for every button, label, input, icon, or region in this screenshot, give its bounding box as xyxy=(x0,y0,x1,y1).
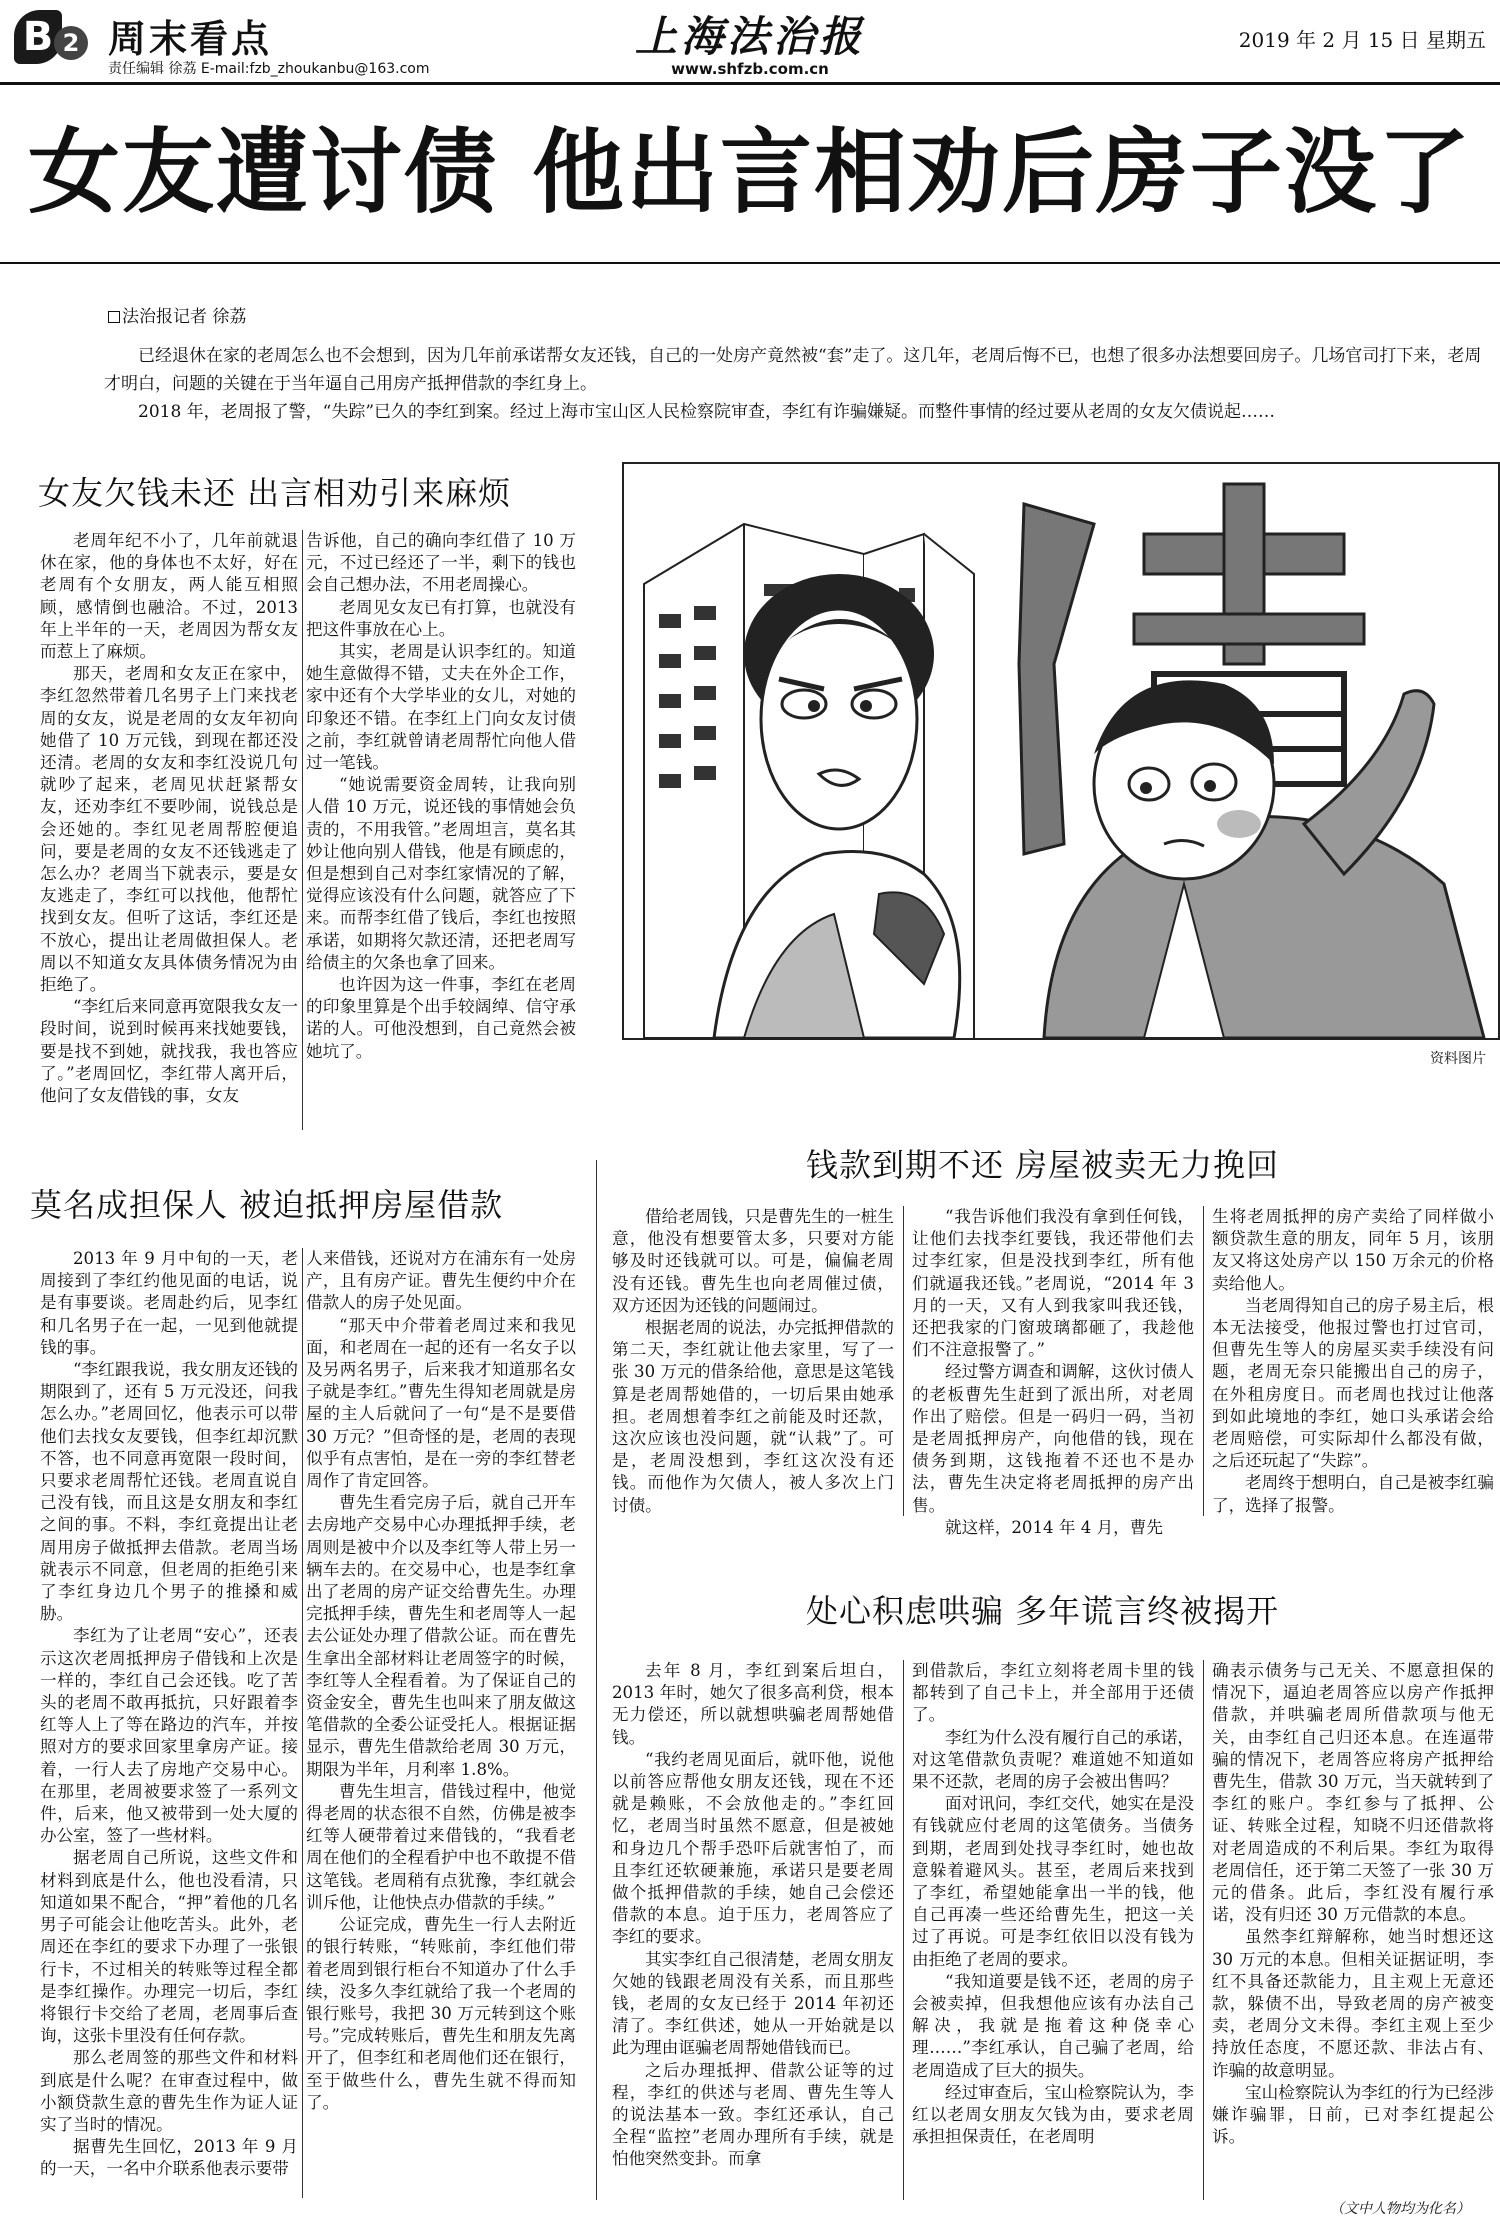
column-rule xyxy=(596,1160,597,2200)
paragraph: 确表示债务与己无关、不愿意担保的情况下，逼迫老周答应以房产作抵押借款，并哄骗老周所借款项与他无关，由李红自己归还本息。在连逼带骗的情况下，老周答应将房产抵押给曹先生，借款 30 万元，当天就转到了李红的账户。李红参与了抵押、公证、转账全过程，知晓不归还借款将对老周造成的不利后果。李红为取得老周信任，还于第二天签了一张 30 万元的借条。此后，李红没有履行承诺，没有归还 30 万元借款的本息。 xyxy=(1212,1661,1494,1925)
paragraph: 那天，老周和女友正在家中，李红忽然带着几名男子上门来找老周的女友，说是老周的女友年初向她借了 10 万元钱，到现在都还没还清。老周的女友和李红没说几句就吵了起来，老周见状赶紧帮女友，还劝李红不要吵闹，说钱总是会还她的。李红见老周帮腔便追问，要是老周的女友不还钱逃走了怎么办？老周当下就表示，要是女友逃走了，李红可以找他，他帮忙找到女友。但听了这话，李红还是不放心，提出让老周做担保人。老周以不知道女友具体债务情况为由拒绝了。 xyxy=(40,664,298,995)
section-3-column-2 xyxy=(912,1206,1194,1537)
paragraph: 其实，老周是认识李红的。知道她生意做得不错，丈夫在外企工作，家中还有个大学毕业的女儿，对她的印象还不错。在李红上门向女友讨债之前，李红就曾请老周帮忙向他人借过一笔钱。 xyxy=(306,642,576,773)
column-rule xyxy=(302,1248,303,2198)
lead-paragraph: 2018 年，老周报了警，“失踪”已久的李红到案。经过上海市宝山区人民检察院审查，李红有诈骗嫌疑。而整件事情的经过要从老周的女友欠债说起…… xyxy=(138,402,1276,422)
paragraph: 之后办理抵押、借款公证等的过程，李红的供述与老周、曹先生等人的说法基本一致。李红还承认，自己全程“监控”老周办理所有手续，就是怕他突然变卦。而拿 xyxy=(612,2060,894,2169)
section-4-title: 处心积虑哄骗 多年谎言终被揭开 xyxy=(806,1592,1280,1630)
paragraph: 据曹先生回忆，2013 年 9 月的一天，一名中介联系他表示要带 xyxy=(40,2137,298,2179)
paragraph: 据老周自己所说，这些文件和材料到底是什么，他也没看清，只知道如果不配合，“押”着他的几名男子可能会让他吃苦头。此外，老周还在李红的要求下办理了一张银行卡，不过相关的转账等过程全都是李红操作。办理完一切后，李红将银行卡交给了老周，老周事后查询，这张卡里没有任何存款。 xyxy=(40,1848,298,2046)
section-3-title: 钱款到期不还 房屋被卖无力挽回 xyxy=(806,1146,1280,1184)
paragraph: 曹先生坦言，借钱过程中，他觉得老周的状态很不自然，仿佛是被李红等人硬带着过来借钱的，“我看老周在他们的全程看护中也不敢提不借这笔钱。老周稍有点犹豫，李红就会训斥他，让他快点办借款的手续。” xyxy=(306,1781,576,1912)
paragraph: 虽然李红辩解称，她当时想还这 30 万元的本息。但相关证据证明，李红不具备还款能力，且主观上无意还款，躲债不出，导致老周的房产被变卖，老周分文未得。李红主观上至少持放任态度，不愿还款、非法占有、诈骗的故意明显。 xyxy=(1212,1927,1494,2080)
column-rule xyxy=(903,1206,904,1516)
byline-box-icon xyxy=(108,311,120,323)
paragraph: 老周年纪不小了，几年前就退休在家，他的身体也不太好，好在老周有个女朋友，两人能互相照顾，感情倒也融洽。不过，2013 年上半年的一天，老周因为帮女友而惹上了麻烦。 xyxy=(40,531,298,662)
paragraph: 其实李红自己很清楚，老周女朋友欠她的钱跟老周没有关系，而且那些钱，老周的女友已经于 2014 年初还清了。李红供述，她从一开始就是以此为理由诓骗老周帮她借钱而已。 xyxy=(612,1949,894,2058)
column-rule xyxy=(302,530,303,1130)
cartoon-illustration xyxy=(624,464,1498,1038)
section-1-column-1 xyxy=(40,530,298,1130)
header-rule xyxy=(0,82,1500,85)
paragraph: 经过审查后，宝山检察院认为，李红以老周女朋友欠钱为由，要求老周承担担保责任，在老周明 xyxy=(912,2082,1194,2147)
paragraph: 老周见女友已有打算，也就没有把这件事放在心上。 xyxy=(306,597,576,639)
article-lead xyxy=(104,342,1484,426)
paragraph: 宝山检察院认为李红的行为已经涉嫌诈骗罪，日前，已对李红提起公诉。 xyxy=(1212,2082,1494,2147)
paragraph: “李红后来同意再宽限我女友一段时间，说到时候再来找她要钱，要是找不到她，就找我，我也答应了。”老周回忆，李红带人离开后，他问了女友借钱的事，女友 xyxy=(40,997,298,1106)
paragraph: “我知道要是钱不还，老周的房子会被卖掉，但我想他应该有办法自己解决，我就是拖着这种侥幸心理……”李红承认，自己骗了老周，给老周造成了巨大的损失。 xyxy=(912,1971,1194,2080)
paragraph: 根据老周的说法，办完抵押借款的第二天，李红就让他去家里，写了一张 30 万元的借条给他，意思是这笔钱算是老周帮她借的，一切后果由她承担。老周想着李红之前能及时还款，这次应该也没问题，就“认栽”了。可是，老周没想到，李红这次没有还钱。而他作为欠债人，被人多次上门讨债。 xyxy=(612,1318,894,1515)
byline-text: 法治报记者 徐荔 xyxy=(122,307,247,327)
section-2-title: 莫名成担保人 被迫抵押房屋借款 xyxy=(30,1186,504,1224)
section-3-column-3 xyxy=(1212,1206,1494,1516)
newspaper-url: www.shfzb.com.cn xyxy=(671,60,829,78)
paragraph: 人来借钱，还说对方在浦东有一处房产，且有房产证。曹先生便约中介在借款人的房子处见面。 xyxy=(306,1249,576,1313)
page-number: 2 xyxy=(54,26,88,60)
column-rule xyxy=(1203,1660,1204,2200)
paragraph: “我约老周见面后，就吓他，说他以前答应帮他女朋友还钱，现在不还就是赖账，不会放他走的。”李红回忆，老周当时虽然不愿意，但是被她和身边几个帮手恐吓后就害怕了，而且李红还软硬兼施，承诺只是要老周做个抵押借款的手续，她自己会偿还借款的本息。迫于压力，老周答应了李红的要求。 xyxy=(612,1749,894,1947)
section-name: 周末看点 xyxy=(108,17,273,61)
paragraph: 经过警方调查和调解，这伙讨债人的老板曹先生赶到了派出所，对老周作出了赔偿。但是一码归一码，当初是老周抵押房产，向他借的钱，现在债务到期，这钱拖着不还也不是办法，曹先生决定将老周抵押的房产出售。 xyxy=(912,1362,1194,1515)
newspaper-masthead: 上海法治报 xyxy=(634,12,865,61)
paragraph: 面对讯问，李红交代，她实在是没有钱就应付老周的这笔债务。当债务到期，老周到处找寻李红时，她也故意躲着避风头。甚至，老周后来找到了李红，希望她能拿出一半的钱，他自己再凑一些还给曹先生，把这一关过了再说。可是李红依旧以没有钱为由拒绝了老周的要求。 xyxy=(912,1794,1194,1969)
column-rule xyxy=(903,1660,904,2200)
issue-date: 2019 年 2 月 15 日 星期五 xyxy=(1238,28,1486,52)
paragraph: 借给老周钱，只是曹先生的一桩生意，他没有想要管太多，只要对方能够及时还钱就可以。可是，偏偏老周没有还钱。曹先生也向老周催过债，双方还因为还钱的问题闹过。 xyxy=(612,1207,894,1315)
paragraph: 公证完成，曹先生一行人去附近的银行转账，“转账前，李红他们带着老周到银行柜台不知道办了什么手续，没多久李红就给了我一个老周的银行账号，我把 30 万元转到这个账号。”完成转账后，曹先生和朋友先离开了，但李红和老周他们还在银行，至于做些什么，曹先生就不得而知了。 xyxy=(306,1915,576,2112)
paragraph: 也许因为这一件事，李红在老周的印象里算是个出手较阔绰、信守承诺的人。可他没想到，自己竟然会被她坑了。 xyxy=(306,975,576,1061)
illustration xyxy=(622,462,1500,1040)
article-headline: 女友遭讨债 他出言相劝后房子没了 xyxy=(27,119,1473,226)
paragraph: “李红跟我说，我女朋友还钱的期限到了，还有 5 万元没还，问我怎么办。”老周回忆，他表示可以带他们去找女友要钱，但李红却沉默不答，也不同意再宽限一段时间，只要求老周帮忙还钱。老周直说自己没有钱，而且这是女朋友和李红之间的事。不料，李红竟提出让老周用房子做抵押去借款。老周当场就表示不同意，但老周的拒绝引来了李红身边几个男子的推搡和威胁。 xyxy=(40,1360,298,1624)
page-letter: B xyxy=(14,10,62,64)
paragraph: 李红为什么没有履行自己的承诺，对这笔借款负责呢？难道她不知道如果不还款，老周的房子会被出售吗？ xyxy=(912,1727,1194,1792)
section-2-column-2 xyxy=(306,1248,576,2198)
illustration-caption: 资料图片 xyxy=(1430,1051,1486,1067)
paragraph: 曹先生看完房子后，就自己开车去房地产交易中心办理抵押手续，老周则是被中介以及李红等人带上另一辆车去的。在交易中心，也是李红拿出了老周的房产证交给曹先生。办理完抵押手续，曹先生和老周等人一起去公证处办理了借款公证。而在曹先生拿出全部材料让老周签字的时候，李红等人全程看着。为了保证自己的资金安全，曹先生也叫来了朋友做这笔借款的全委公证受托人。根据证据显示，曹先生借款给老周 30 万元，期限为半年，月利率 1.8%。 xyxy=(306,1493,576,1779)
column-rule xyxy=(1203,1206,1204,1516)
section-4-column-3 xyxy=(1212,1660,1494,2190)
byline xyxy=(108,302,246,327)
editor-line: 责任编辑 徐荔 E-mail:fzb_zhoukanbu@163.com xyxy=(108,61,430,77)
section-1-title: 女友欠钱未还 出言相劝引来麻烦 xyxy=(38,474,512,512)
headline-rule xyxy=(0,262,1500,264)
paragraph: 就这样，2014 年 4 月，曹先 xyxy=(945,1517,1163,1537)
paragraph: 去年 8 月，李红到案后坦白，2013 年时，她欠了很多高利贷，根本无力偿还，所以就想哄骗老周帮她借钱。 xyxy=(612,1661,894,1747)
paragraph: 老周终于想明白，自己是被李红骗了，选择了报警。 xyxy=(1212,1473,1494,1515)
paragraph: 当老周得知自己的房子易主后，根本无法接受，他报过警也打过官司，但曹先生等人的房屋买卖手续没有问题，老周无奈只能搬出自己的房子，在外租房度日。而老周也找过让他落到如此境地的李红，她口头承诺会给老周赔偿，可实际却什么都没有做，之后还玩起了“失踪”。 xyxy=(1212,1295,1494,1471)
paragraph: “我告诉他们我没有拿到任何钱，让他们去找李红要钱，我还带他们去过李红家，但是没找到李红，所有他们就逼我还钱。”老周说，“2014 年 3 月的一天，又有人到我家叫我还钱，还把我家的门窗玻璃都砸了，我趁他们不注意报警了。” xyxy=(912,1207,1194,1360)
paragraph: 生将老周抵押的房产卖给了同样做小额贷款生意的朋友，同年 5 月，该朋友又将这处房产以 150 万余元的价格卖给他人。 xyxy=(1212,1207,1494,1293)
paragraph: “她说需要资金周转，让我向别人借 10 万元，说还钱的事情她会负责的，不用我管。”老周坦言，莫名其妙让他向别人借钱，他是有顾虑的，但是想到自己对李红家情况的了解，觉得应该没有什么问题，就答应了下来。而帮李红借了钱后，李红也按照承诺，如期将欠款还清，还把老周写给债主的欠条也拿了回来。 xyxy=(306,775,576,972)
lead-paragraph: 已经退休在家的老周怎么也不会想到，因为几年前承诺帮女友还钱，自己的一处房产竟然被“套”走了。这几年，老周后悔不已，也想了很多办法想要回房子。几场官司打下来，老周才明白，问题的关键在于当年逼自己用房产抵押借款的李红身上。 xyxy=(104,346,1482,394)
page-header xyxy=(0,0,1500,80)
paragraph: “那天中介带着老周过来和我见面，和老周在一起的还有一名女子以及另两名男子，后来我才知道那名女子就是李红。”曹先生得知老周就是房屋的主人后就问了一句“是不是要借 30 万元？”但奇怪的是，老周的表现似乎有点害怕，是在一旁的李红替老周作了肯定回答。 xyxy=(306,1315,576,1491)
man-figure xyxy=(1044,680,1484,1038)
paragraph: 那么老周签的那些文件和材料到底是什么呢？在审查过程中，做小额贷款生意的曹先生作为证人证实了当时的情况。 xyxy=(40,2048,298,2134)
section-4-column-2 xyxy=(912,1660,1194,2200)
section-3-column-1 xyxy=(612,1206,894,1516)
section-1-column-2 xyxy=(306,530,576,1130)
section-2-column-1 xyxy=(40,1248,298,2198)
debt-character-text: 债 xyxy=(1394,554,1395,555)
page-badge xyxy=(14,10,90,68)
section-4-column-1 xyxy=(612,1660,894,2200)
paragraph: 2013 年 9 月中旬的一天，老周接到了李红约他见面的电话，说是有事要谈。老周赴约后，见李红和几名男子在一起，一见到他就提钱的事。 xyxy=(40,1249,298,1357)
paragraph: 到借款后，李红立刻将老周卡里的钱都转到了自己卡上，并全部用于还债了。 xyxy=(912,1661,1194,1725)
paragraph: 李红为了让老周“安心”，还表示这次老周抵押房子借钱和上次是一样的，李红自己会还钱。吃了苦头的老周不敢再抵抗，只好跟着李红等人上了等在路边的汽车，并按照对方的要求回家里拿房产证。接着，一行人去了房地产交易中心。在那里，老周被要求签了一系列文件，后来，他又被带到一处大厦的办公室，签了一些材料。 xyxy=(40,1626,298,1846)
paragraph: 告诉他，自己的确向李红借了 10 万元，不过已经还了一半，剩下的钱也会自己想办法，不用老周操心。 xyxy=(306,531,576,595)
footnote: （文中人物均为化名） xyxy=(1330,2201,1470,2217)
